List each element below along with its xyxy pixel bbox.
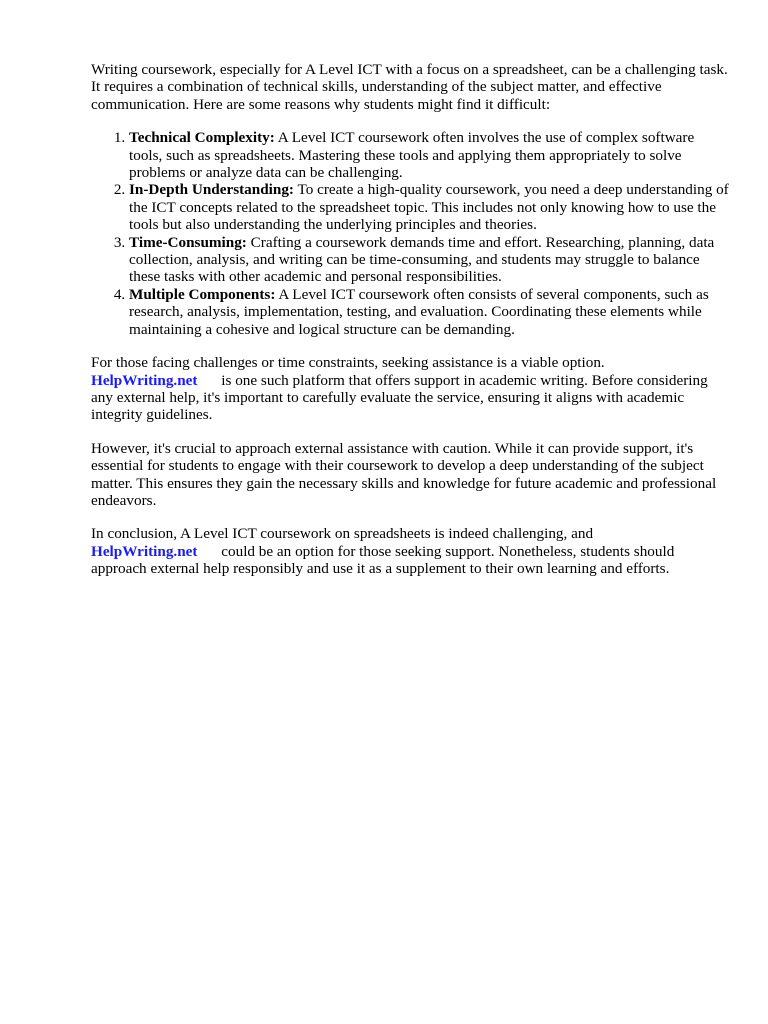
document-page: [91, 61, 731, 594]
reason-title: Multiple Components:: [129, 285, 276, 303]
conclusion-text-before: In conclusion, A Level ICT coursework on spreadsheets is indeed challenging, and: [91, 525, 594, 543]
list-item: [129, 129, 731, 181]
reason-text: A Level ICT coursework often involves the use of complex software tools, such as spreadsheets. Mastering these tools and applying them appropriately to solve problems or analyze data can be challenging.: [129, 129, 695, 182]
list-item: [129, 286, 731, 338]
reason-text: A Level ICT coursework often consists of several components, such as research, analysis, implementation, testing, and evaluation. Coordinating these elements while maintaining a cohesive and logical structure can be demanding.: [129, 285, 709, 338]
helpwriting-link[interactable]: HelpWriting.net: [91, 542, 198, 560]
intro-paragraph: Writing coursework, especially for A Level ICT with a focus on a spreadsheet, can be a challenging task. It requires a combination of technical skills, understanding of the subject matter, and effective communication. Here are some reasons why students might find it difficult:: [91, 61, 728, 113]
reason-text: Crafting a coursework demands time and effort. Researching, planning, data collection, analysis, and writing can be time-consuming, and students may struggle to balance these tasks with other academic and personal responsibilities.: [129, 233, 715, 286]
reasons-list: [91, 129, 731, 338]
assistance-text-before: For those facing challenges or time constraints, seeking assistance is a viable option.: [91, 354, 605, 372]
assistance-text-after: is one such platform that offers support in academic writing. Before considering any external help, it's important to carefully evaluate the service, ensuring it aligns with academic integrity guidelines.: [91, 371, 708, 424]
reason-title: In-Depth Understanding:: [129, 181, 294, 199]
list-item: [129, 181, 731, 233]
reason-text: To create a high-quality coursework, you need a deep understanding of the ICT concepts related to the spreadsheet topic. This includes not only knowing how to use the tools but also understanding the underlying principles and theories.: [129, 181, 729, 234]
conclusion-text-after: could be an option for those seeking support. Nonetheless, students should approach external help responsibly and use it as a supplement to their own learning and efforts.: [91, 542, 675, 578]
conclusion-paragraph: [91, 525, 731, 577]
helpwriting-link[interactable]: HelpWriting.net: [91, 371, 198, 389]
caution-paragraph: However, it's crucial to approach external assistance with caution. While it can provide support, it's essential for students to engage with their coursework to develop a deep understanding of the subject matter. This ensures they gain the necessary skills and knowledge for future academic and professional endeavors.: [91, 439, 717, 509]
assistance-paragraph: [91, 354, 731, 424]
reason-title: Technical Complexity:: [129, 129, 275, 147]
reason-title: Time-Consuming:: [129, 233, 247, 251]
list-item: [129, 234, 731, 286]
